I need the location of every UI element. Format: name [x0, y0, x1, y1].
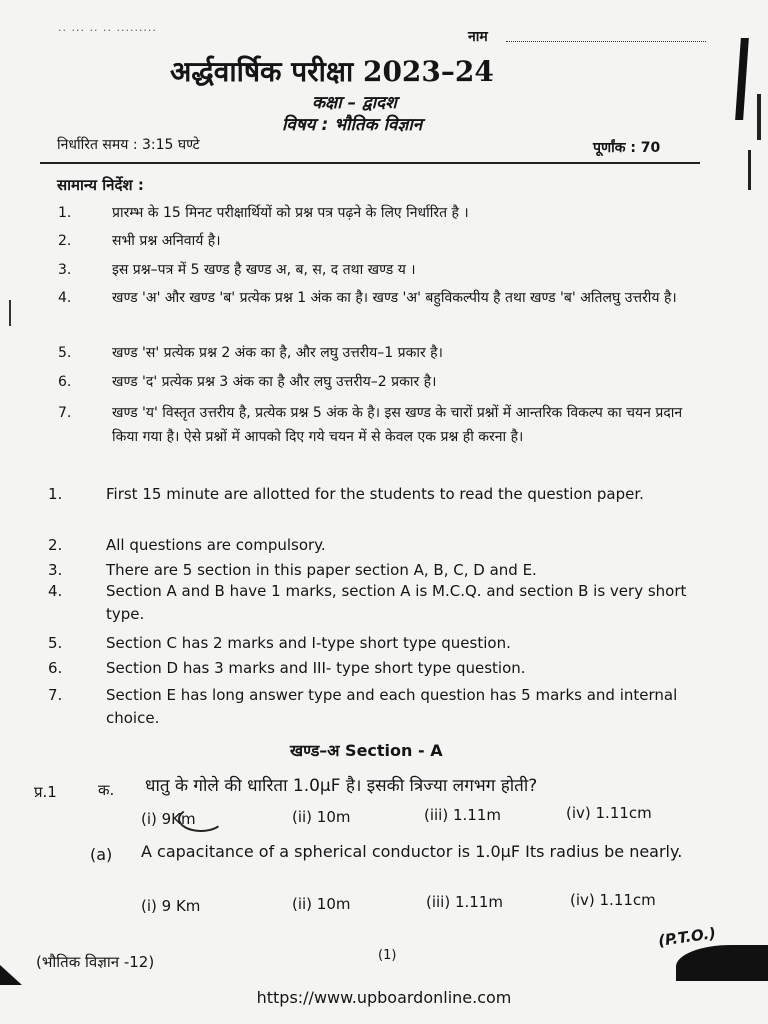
- instruction-text: First 15 minute are allotted for the students to read the question paper.: [106, 485, 644, 503]
- question-number: प्र.1: [34, 783, 57, 801]
- instruction-number: 4.: [58, 290, 72, 306]
- instruction-text: Section E has long answer type and each question has 5 marks and internal choice.: [106, 686, 678, 727]
- footer-subject: (भौतिक विज्ञान -12): [36, 953, 155, 971]
- max-marks: पूर्णांक : 70: [593, 140, 661, 156]
- instruction-text: खण्ड 'स' प्रत्येक प्रश्न 2 अंक का है, और लघु उत्तरीय–1 प्रकार है।: [112, 345, 443, 361]
- header-divider: [40, 162, 700, 164]
- instruction-text: खण्ड 'द' प्रत्येक प्रश्न 3 अंक का है और लघु उत्तरीय–2 प्रकार है।: [112, 374, 437, 390]
- instruction-number: 2.: [58, 233, 72, 249]
- scan-edge-mark: [735, 38, 749, 120]
- instruction-number: 5.: [48, 634, 63, 652]
- subject-line: विषय : भौतिक विज्ञान: [282, 115, 423, 135]
- question-text-english: A capacitance of a spherical conductor is 1.0μF Its radius be nearly.: [141, 842, 683, 861]
- instruction-number: 1.: [48, 485, 63, 503]
- instruction-text: खण्ड 'अ' और खण्ड 'ब' प्रत्येक प्रश्न 1 अंक का है। खण्ड 'अ' बहुविकल्पीय है तथा खण्ड 'ब' अतिलघु उत्तरीय है।: [112, 290, 677, 306]
- instruction-number: 5.: [58, 345, 72, 361]
- instruction-text: प्रारम्भ के 15 मिनट परीक्षार्थियों को प्रश्न पत्र पढ़ने के लिए निर्धारित है ।: [112, 205, 469, 221]
- instruction-number: 3.: [48, 561, 63, 579]
- scan-edge-mark: [748, 150, 751, 190]
- question-part-hindi: क.: [98, 781, 115, 799]
- instruction-text: खण्ड 'य' विस्तृत उत्तरीय है, प्रत्येक प्रश्न 5 अंक के है। इस खण्ड के चारों प्रश्नों में आन्तरिक विकल्प का चयन प्रदान किया गया है। ऐसे प्रश्नों में आपको दिए गये चयन में से केवल एक प्रश्न ही करना है।: [112, 405, 683, 445]
- scan-edge-mark: [757, 94, 761, 140]
- option-english-3: (iii) 1.11m: [426, 893, 503, 911]
- scan-edge-mark: [9, 300, 11, 326]
- instruction-number: 3.: [58, 262, 72, 278]
- instruction-number: 6.: [48, 659, 63, 677]
- scan-corner-shadow: [676, 945, 768, 981]
- class-line: कक्षा – द्वादश: [312, 93, 397, 113]
- option-english-2: (ii) 10m: [292, 895, 351, 913]
- name-blank-line: [506, 40, 706, 42]
- website-link[interactable]: https://www.upboardonline.com: [256, 988, 512, 1007]
- option-english-1: (i) 9 Km: [141, 897, 201, 915]
- instruction-number: 7.: [58, 405, 72, 421]
- option-english-4: (iv) 1.11cm: [570, 891, 656, 909]
- option-hindi-3: (iii) 1.11m: [424, 806, 501, 824]
- instruction-text: सभी प्रश्न अनिवार्य है।: [112, 233, 221, 249]
- option-hindi-4: (iv) 1.11cm: [566, 804, 652, 822]
- instruction-number: 7.: [48, 686, 63, 704]
- question-text-hindi: धातु के गोले की धारिता 1.0μF है। इसकी त्रिज्या लगभग होती?: [145, 776, 538, 796]
- option-hindi-1: (i) 9Km: [141, 810, 196, 828]
- page-number: (1): [378, 948, 397, 963]
- instruction-number: 2.: [48, 536, 63, 554]
- name-label: नाम: [468, 29, 488, 45]
- option-hindi-2: (ii) 10m: [292, 808, 351, 826]
- pen-circle-mark: [178, 806, 224, 832]
- section-a-heading: खण्ड–अ Section - A: [290, 741, 443, 760]
- scan-corner-shadow: [0, 965, 22, 985]
- instruction-number: 1.: [58, 205, 72, 221]
- instruction-number: 6.: [58, 374, 72, 390]
- faint-scribble: ·· ··· ·· ·· ·········: [58, 24, 157, 37]
- instruction-number: 4.: [48, 582, 63, 600]
- instruction-text: इस प्रश्न–पत्र में 5 खण्ड है खण्ड अ, ब, स, द तथा खण्ड य ।: [112, 262, 416, 278]
- instruction-text: Section C has 2 marks and I-type short type question.: [106, 634, 511, 652]
- instruction-text: Section A and B have 1 marks, section A is M.C.Q. and section B is very short type.: [106, 582, 687, 623]
- question-part-english: (a): [90, 845, 113, 864]
- instruction-text: There are 5 section in this paper section A, B, C, D and E.: [106, 561, 537, 579]
- exam-title: अर्द्धवार्षिक परीक्षा 2023–24: [170, 55, 494, 88]
- instruction-text: All questions are compulsory.: [106, 536, 326, 554]
- instruction-text: Section D has 3 marks and III- type short type question.: [106, 659, 526, 677]
- general-instructions-title: सामान्य निर्देश :: [57, 176, 144, 194]
- time-allowed: निर्धारित समय : 3:15 घण्टे: [57, 137, 200, 153]
- pto-note: (P.T.O.): [657, 924, 718, 950]
